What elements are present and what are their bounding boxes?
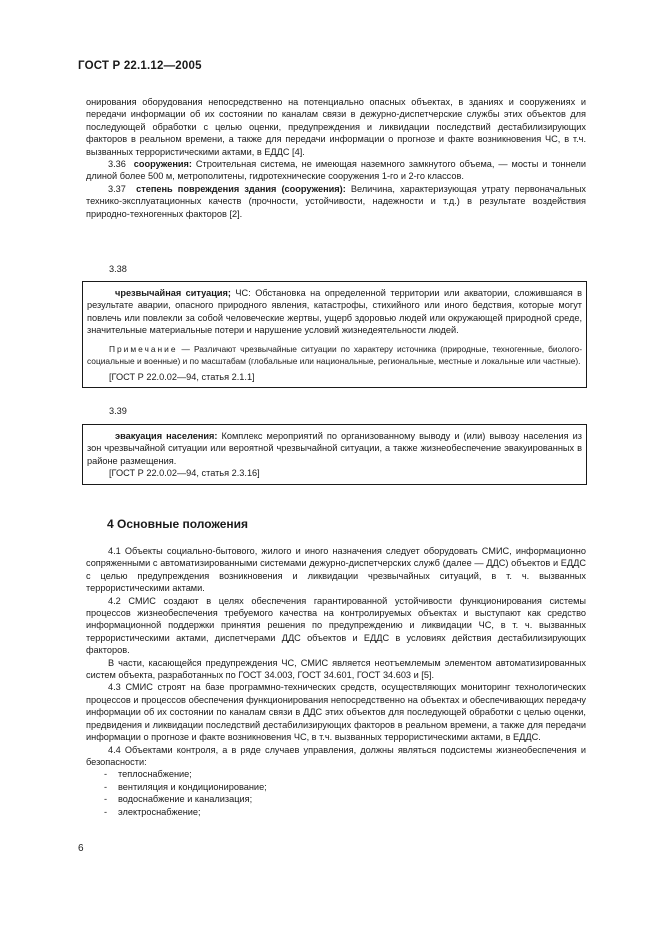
definition-box-3-39 bbox=[82, 424, 587, 485]
definition-number-3-38: 3.38 bbox=[109, 264, 127, 274]
definition-body bbox=[87, 430, 582, 467]
list-item-text: водоснабжение и канализация; bbox=[118, 794, 253, 805]
note-label: Примечание bbox=[109, 343, 178, 354]
definition-reference: [ГОСТ Р 22.0.02—94, статья 2.3.16] bbox=[109, 468, 260, 479]
list-item bbox=[86, 793, 586, 805]
list-dash: - bbox=[104, 781, 108, 792]
definition-text: ЧС: Обстановка на определенной территории или акватории, сложившаяся в результате аварии, опасного природного явления, катастрофы, стихийного или иного бедствия, которые могут повлечь или повлекли за собой человеческие жертвы, ущерб здоровью людей или окружающей природной среде, значительные материальные потери и нарушение условий жизнедеятельности людей. bbox=[87, 288, 582, 336]
list-dash: - bbox=[104, 794, 108, 805]
clause-4-2: 4.2 СМИС создают в целях обеспечения гарантированной устойчивости функционирования системы процессов жизнеобеспечения требуемого качества на контролируемых объектах и выступают как средство информационной поддержки принятия решения по предупреждению и ликвидации ЧС, в т. ч. вызванных террористическими актами, диспетчерами ДДС объектов и ЕДДС в условиях действия дестабилизирующих факторов. bbox=[86, 595, 586, 656]
list-item bbox=[86, 806, 586, 818]
definition-term: сооружения: bbox=[133, 159, 192, 170]
definition-number: 3.36 bbox=[108, 159, 126, 170]
document-header: ГОСТ Р 22.1.12—2005 bbox=[78, 60, 202, 72]
clause-4-1: 4.1 Объекты социально-бытового, жилого и иного назначения следует оборудовать СМИС, информационно сопряженными с автоматизированными системами дежурно-диспетчерских служб (далее — ДДС) объектов и ЕДДС с целью предупреждения возникновения и ликвидации чрезвычайных ситуаций, в т. ч. вызванных террористическими актами. bbox=[86, 546, 586, 594]
definition-3-37 bbox=[86, 183, 586, 220]
list-item bbox=[86, 768, 586, 780]
clause-4-4: 4.4 Объектами контроля, а в ряде случаев управления, должны являться подсистемы жизнеобеспечения и безопасности: bbox=[86, 744, 586, 767]
definition-term: чрезвычайная ситуация; bbox=[115, 288, 231, 298]
list-item-text: теплоснабжение; bbox=[118, 769, 192, 780]
definition-body bbox=[87, 287, 582, 337]
paragraph-text: онирования оборудования непосредственно на потенциально опасных объектах, в зданиях и сооружениях и передачи информации об их состоянии по каналам связи в дежурно-диспетчерские службы этих объектов для последующей обработки с целью оценки, предупреждения и ликвидации последствий дестабилизирующих факторов в реальном времени, а также для передачи информации о прогнозе и факте возникновения ЧС, в т.ч. вызванных террористическими актами, в ЕДДС [4]. bbox=[86, 97, 586, 157]
list-dash: - bbox=[104, 806, 108, 817]
page-number: 6 bbox=[78, 843, 84, 854]
list-dash: - bbox=[104, 769, 108, 780]
definition-note bbox=[87, 343, 582, 367]
definition-term: эвакуация населения: bbox=[115, 431, 218, 441]
definition-number-3-39: 3.39 bbox=[109, 406, 127, 416]
continuation-paragraph bbox=[86, 96, 586, 220]
definition-text: Строительная система, не имеющая наземного замкнутого объема, — мосты и тоннели длиной более 500 м, метрополитены, гидротехнические сооружения 1-го и 2-го классов. bbox=[86, 159, 586, 182]
definition-number: 3.37 bbox=[108, 183, 126, 194]
definition-reference: [ГОСТ Р 22.0.02—94, статья 2.1.1] bbox=[109, 371, 255, 382]
section-title: 4 Основные положения bbox=[107, 517, 249, 531]
section-body bbox=[86, 545, 586, 818]
clause-4-2-continued: В части, касающейся предупреждения ЧС, СМИС является неотъемлемым элементом автоматизированных систем объекта, разработанных по ГОСТ 34.003, ГОСТ 34.601, ГОСТ 34.603 и [5]. bbox=[86, 657, 586, 681]
subsystems-list bbox=[86, 768, 586, 818]
note-text: — Различают чрезвычайные ситуации по характеру источника (природные, техногенные, биолого-социальные и военные) и по масштабам (глобальные или национальные, региональные, местные и локальные или частные). bbox=[87, 343, 582, 366]
list-item bbox=[86, 781, 586, 793]
list-item-text: электроснабжение; bbox=[118, 806, 201, 817]
definition-box-3-38 bbox=[82, 281, 587, 388]
definition-term: степень повреждения здания (сооружения): bbox=[136, 183, 346, 194]
clause-4-3: 4.3 СМИС строят на базе программно-технических средств, осуществляющих мониторинг технологических процессов и процессов обеспечения функционирования непосредственно на объектах и обеспечивающих передачу информации об их состоянии по каналам связи в ДДС этих объектов для последующей обработки с целью оценки, предвидения и ликвидации последствий дестабилизирующих факторов в реальном времени, а также для передачи информации о прогнозе и факте возникновения ЧС, в т.ч. вызванных террористическими актами, в ЕДДС. bbox=[86, 682, 586, 743]
definition-text: Величина, характеризующая утрату первоначальных технико-эксплуатационных качеств (прочности, устойчивости, надежности и т.д.) в результате воздействия природно-техногенных факторов [2]. bbox=[86, 183, 587, 219]
list-item-text: вентиляция и кондиционирование; bbox=[118, 781, 267, 792]
definition-text: Комплекс мероприятий по организованному выводу и (или) вывозу населения из зон чрезвычайной ситуации или вероятной чрезвычайной ситуации, а также жизнеобеспечение эвакуированных в районе размещения. bbox=[87, 431, 582, 466]
definition-3-36 bbox=[86, 158, 586, 183]
